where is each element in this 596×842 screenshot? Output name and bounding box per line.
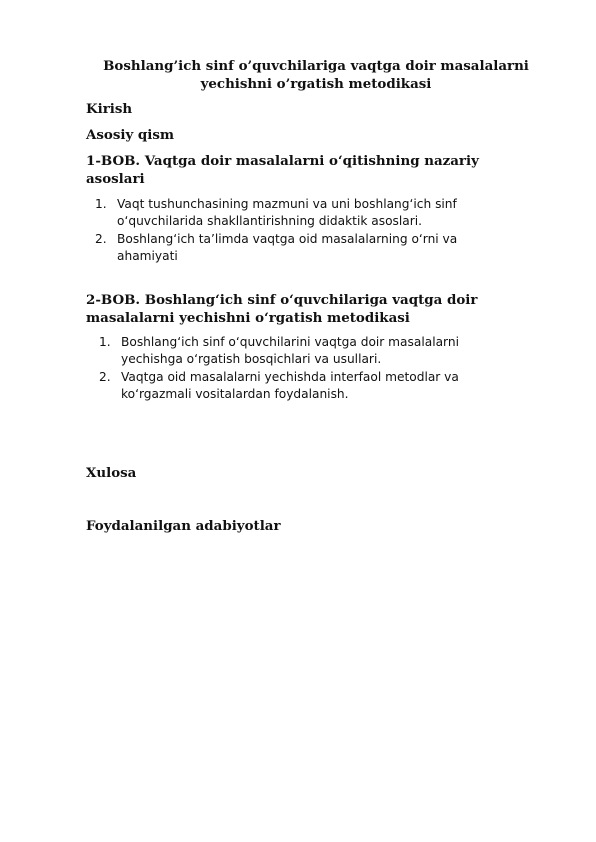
list-item-number: 2. [95,231,107,246]
document-title [86,57,546,93]
list-item [95,196,553,231]
heading-kirish: Kirish [86,101,133,117]
list-item-line-1: Boshlang‘ich ta’limda vaqtga oid masalalarning o‘rni va [117,231,458,246]
list-item-line-2: ko‘rgazmali vositalardan foydalanish. [121,387,349,402]
list-item-line-2: yechishga o‘rgatish bosqichlari va usullari. [121,352,382,367]
heading-xulosa: Xulosa [86,465,137,481]
list-item-line-2: ahamiyati [117,249,178,264]
chapter-1-list [95,196,553,266]
list-item-number: 1. [99,335,111,349]
list-item-line-1: Vaqt tushunchasining mazmuni va uni boshlang‘ich sinf [117,197,457,211]
list-item [95,231,553,266]
heading-chapter-2 [86,291,526,327]
chapter-2-line-2: masalalarni yechishni o‘rgatish metodikasi [86,310,410,326]
chapter-1-line-1: 1-BOB. Vaqtga doir masalalarni o‘qitishning nazariy [86,153,479,169]
heading-chapter-1 [86,152,516,188]
list-item-line-1: Boshlang‘ich sinf o‘quvchilarini vaqtga doir masalalarni [121,335,459,349]
chapter-2-line-1: 2-BOB. Boshlang‘ich sinf o‘quvchilariga vaqtga doir [86,292,478,308]
title-line-1: Boshlang’ich sinf o’quvchilariga vaqtga doir masalalarni [103,58,529,74]
list-item [99,369,553,404]
heading-adabiyotlar: Foydalanilgan adabiyotlar [86,518,281,534]
chapter-2-list [99,334,553,404]
list-item-line-1: Vaqtga oid masalalarni yechishda interfaol metodlar va [121,369,459,384]
list-item-number: 1. [95,197,107,211]
list-item-line-2: o‘quvchilarida shakllantirishning didaktik asoslari. [117,214,423,229]
title-line-2: yechishni o’rgatish metodikasi [200,76,432,92]
heading-asosiy-qism: Asosiy qism [86,127,175,143]
list-item-number: 2. [99,369,111,384]
chapter-1-line-2: asoslari [86,171,145,187]
list-item [99,334,553,369]
